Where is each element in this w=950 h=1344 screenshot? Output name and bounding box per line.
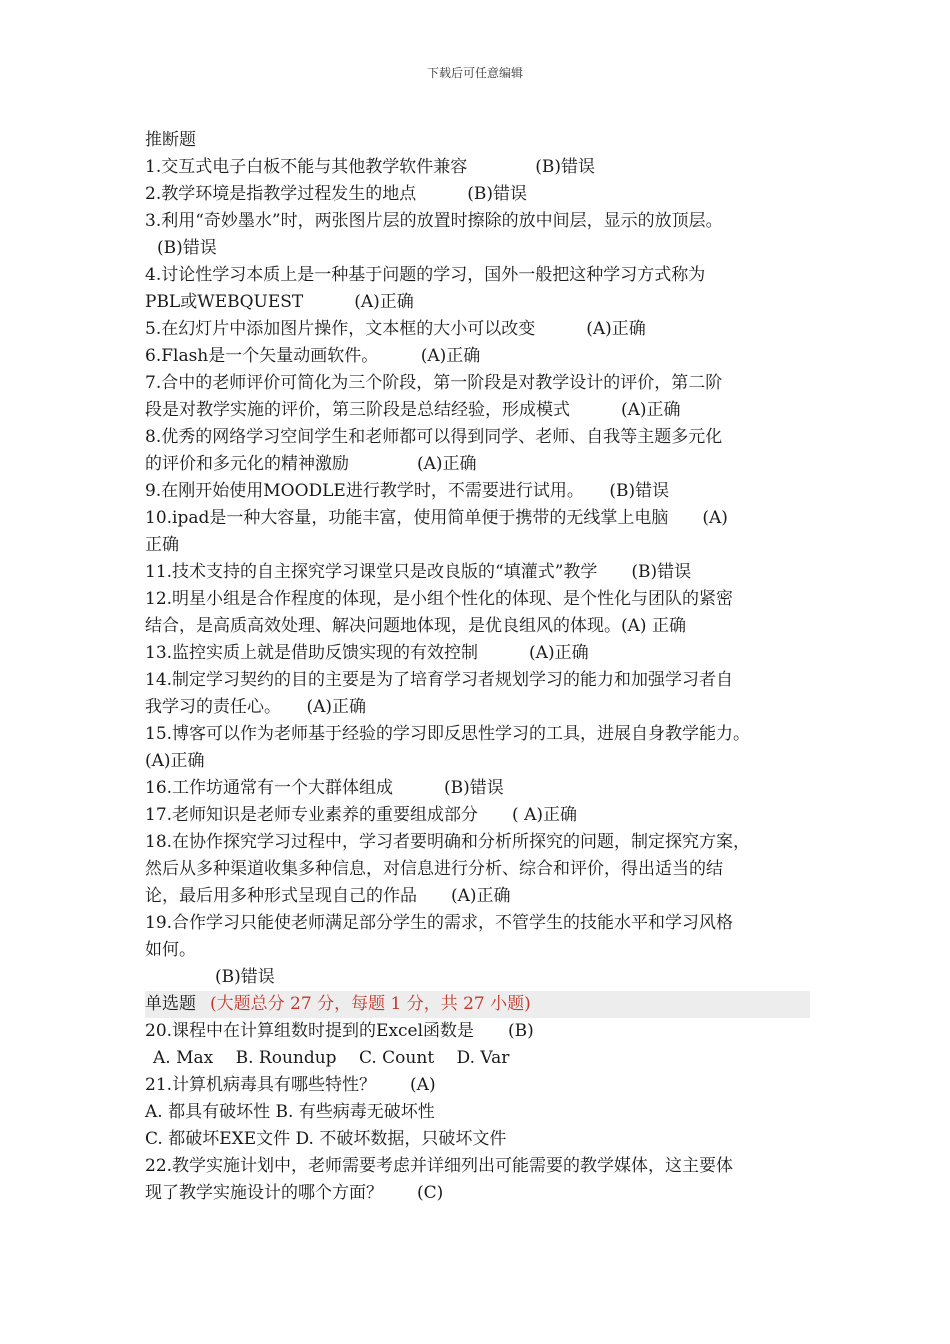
question-line: 如何。 bbox=[145, 940, 196, 960]
question-line: 18.在协作探究学习过程中，学习者要明确和分析所探究的问题，制定探究方案， bbox=[145, 832, 751, 852]
question-line: 12.明星小组是合作程度的体现，是小组个性化的体现、是个性化与团队的紧密 bbox=[145, 589, 734, 609]
page-header: 下载后可任意编辑 bbox=[426, 66, 523, 80]
question-line: 正确 bbox=[145, 535, 179, 555]
question-line: 10.ipad是一种大容量，功能丰富，使用简单便于携带的无线掌上电脑 (A) bbox=[145, 508, 728, 528]
section-heading-single-choice bbox=[145, 991, 810, 1018]
question-line: 6.Flash是一个矢量动画软件。 (A)正确 bbox=[145, 346, 481, 366]
question-line: 19.合作学习只能使老师满足部分学生的需求，不管学生的技能水平和学习风格 bbox=[145, 913, 734, 933]
question-line: 14.制定学习契约的目的主要是为了培育学习者规划学习的能力和加强学习者自 bbox=[145, 670, 734, 690]
options-line: A. 都具有破坏性 B. 有些病毒无破坏性 bbox=[145, 1102, 435, 1122]
question-line: 我学习的责任心。 (A)正确 bbox=[145, 697, 367, 717]
question-line: 1.交互式电子白板不能与其他教学软件兼容 (B)错误 bbox=[145, 157, 595, 177]
question-line: 段是对教学实施的评价，第三阶段是总结经验，形成模式 (A)正确 bbox=[145, 400, 681, 420]
question-line: 9.在刚开始使用MOODLE进行教学时，不需要进行试用。 (B)错误 bbox=[145, 481, 670, 501]
question-line: PBL或WEBQUEST (A)正确 bbox=[145, 292, 414, 312]
options-line: C. 都破坏EXE文件 D. 不破坏数据，只破坏文件 bbox=[145, 1129, 507, 1149]
options-line: A. Max B. Roundup C. Count D. Var bbox=[153, 1048, 510, 1068]
question-line: 15.博客可以作为老师基于经验的学习即反思性学习的工具，进展自身教学能力。 bbox=[145, 724, 751, 744]
question-line: 21.计算机病毒具有哪些特性？ (A) bbox=[145, 1075, 436, 1095]
question-line: 8.优秀的网络学习空间学生和老师都可以得到同学、老师、自我等主题多元化 bbox=[145, 427, 723, 447]
question-line: 的评价和多元化的精神激励 (A)正确 bbox=[145, 454, 477, 474]
question-line: (A)正确 bbox=[145, 751, 205, 771]
section-note: (大题总分 27 分，每题 1 分，共 27 小题) bbox=[210, 994, 531, 1014]
question-line: 16.工作坊通常有一个大群体组成 (B)错误 bbox=[145, 778, 504, 798]
question-line: 论，最后用多种形式呈现自己的作品 (A)正确 bbox=[145, 886, 511, 906]
question-line: 13.监控实质上就是借助反馈实现的有效控制 (A)正确 bbox=[145, 643, 589, 663]
question-line: 结合，是高质高效处理、解决问题地体现，是优良组风的体现。(A) 正确 bbox=[145, 616, 686, 636]
question-line: 3.利用“奇妙墨水”时，两张图片层的放置时擦除的放中间层，显示的放顶层。 bbox=[145, 211, 723, 231]
question-line: 4.讨论性学习本质上是一种基于问题的学习，国外一般把这种学习方式称为 bbox=[145, 265, 706, 285]
question-line: 2.教学环境是指教学过程发生的地点 (B)错误 bbox=[145, 184, 527, 204]
question-line: 现了教学实施设计的哪个方面？ (C) bbox=[145, 1183, 444, 1203]
section-title: 单选题 bbox=[145, 994, 196, 1014]
question-line: 17.老师知识是老师专业素养的重要组成部分 ( A)正确 bbox=[145, 805, 577, 825]
question-line: 5.在幻灯片中添加图片操作，文本框的大小可以改变 (A)正确 bbox=[145, 319, 646, 339]
document-body bbox=[145, 127, 810, 1207]
question-line: 然后从多种渠道收集多种信息，对信息进行分析、综合和评价，得出适当的结 bbox=[145, 859, 723, 879]
question-line: 11.技术支持的自主探究学习课堂只是改良版的“填灌式”教学 (B)错误 bbox=[145, 562, 692, 582]
answer-line: (B)错误 bbox=[215, 967, 275, 987]
answer-line: (B)错误 bbox=[157, 238, 217, 258]
question-line: 22.教学实施计划中，老师需要考虑并详细列出可能需要的教学媒体，这主要体 bbox=[145, 1156, 734, 1176]
question-line: 7.合中的老师评价可简化为三个阶段，第一阶段是对教学设计的评价，第二阶 bbox=[145, 373, 723, 393]
section-heading-judgment: 推断题 bbox=[145, 130, 196, 150]
question-line: 20.课程中在计算组数时提到的Excel函数是 (B) bbox=[145, 1021, 534, 1041]
